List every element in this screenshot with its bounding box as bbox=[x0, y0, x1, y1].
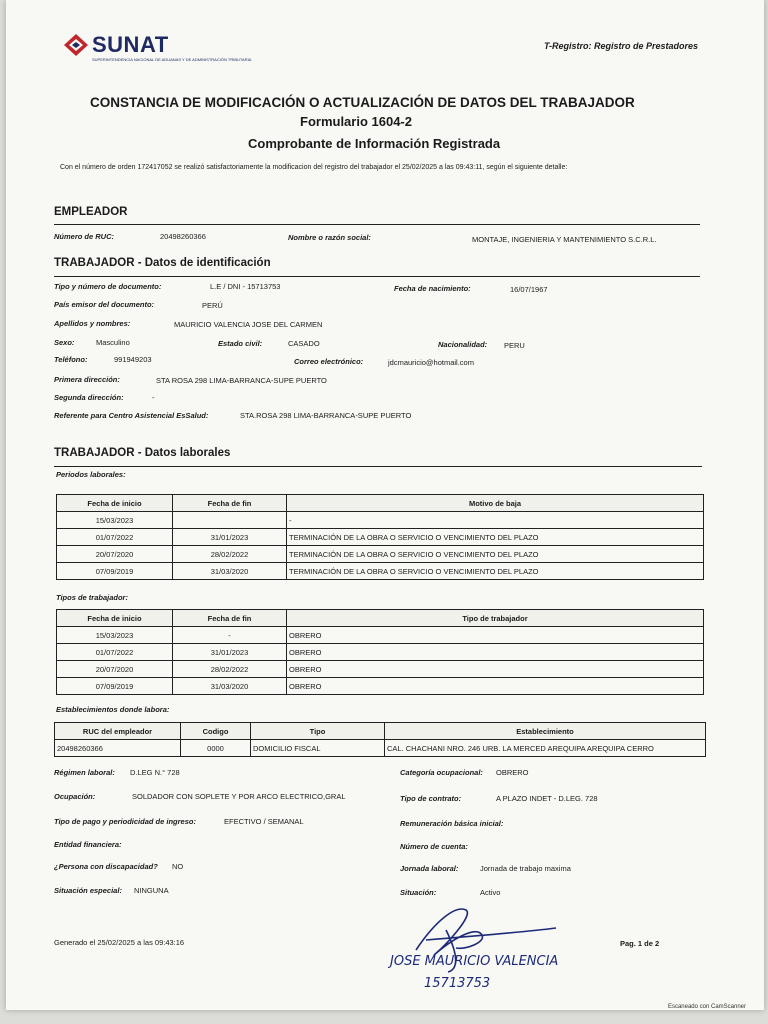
table-cell: 15/03/2023 bbox=[57, 627, 173, 644]
discapacidad-value: NO bbox=[172, 862, 184, 871]
discapacidad-label: ¿Persona con discapacidad? bbox=[54, 862, 158, 871]
essalud-label: Referente para Centro Asistencial EsSalud: bbox=[54, 411, 209, 420]
table-row bbox=[57, 512, 704, 529]
table-cell: OBRERO bbox=[287, 661, 704, 678]
cuenta-label: Número de cuenta: bbox=[400, 842, 468, 851]
column-header: Codigo bbox=[181, 723, 251, 740]
document-page bbox=[6, 0, 764, 1010]
table-cell: OBRERO bbox=[287, 644, 704, 661]
column-header: Fecha de fin bbox=[173, 610, 287, 627]
ocupacion-value: SOLDADOR CON SOPLETE Y POR ARCO ELECTRICO,GRAL bbox=[132, 792, 346, 801]
table-cell: 20498260366 bbox=[55, 740, 181, 757]
pago-label: Tipo de pago y periodicidad de ingreso: bbox=[54, 817, 196, 826]
sexo-label: Sexo: bbox=[54, 338, 75, 347]
periodos-table bbox=[56, 494, 704, 580]
sunat-logo bbox=[62, 30, 252, 66]
generated-timestamp: Generado el 25/02/2025 a las 09:43:16 bbox=[54, 938, 185, 947]
correo-label: Correo electrónico: bbox=[294, 357, 364, 366]
table-cell: TERMINACIÓN DE LA OBRA O SERVICIO O VENCIMIENTO DEL PLAZO bbox=[287, 529, 704, 546]
situacion-label: Situación: bbox=[400, 888, 437, 897]
telefono-value: 991949203 bbox=[114, 355, 152, 364]
signature-doc-number: 15713753 bbox=[424, 976, 491, 991]
contrato-label: Tipo de contrato: bbox=[400, 794, 462, 803]
scanner-watermark: Escaneado con CamScanner bbox=[667, 1004, 746, 1010]
form-number: Formulario 1604-2 bbox=[300, 114, 412, 129]
direccion1-value: STA ROSA 298 LIMA-BARRANCA-SUPE PUERTO bbox=[156, 376, 327, 385]
situacion-especial-label: Situación especial: bbox=[54, 886, 122, 895]
establecimientos-table bbox=[54, 722, 706, 757]
establecimientos-label: Establecimientos donde labora: bbox=[56, 705, 170, 714]
regimen-value: D.LEG N.° 728 bbox=[130, 768, 180, 777]
ruc-value: 20498260366 bbox=[160, 232, 206, 241]
table-cell: 28/02/2022 bbox=[173, 661, 287, 678]
nacionalidad-value: PERU bbox=[504, 341, 525, 350]
table-row bbox=[57, 627, 704, 644]
document-subtitle: Comprobante de Información Registrada bbox=[248, 136, 501, 151]
table-cell: 28/02/2022 bbox=[173, 546, 287, 563]
table-cell: DOMICILIO FISCAL bbox=[251, 740, 385, 757]
table-cell: 31/03/2020 bbox=[173, 563, 287, 580]
tipos-label: Tipos de trabajador: bbox=[56, 593, 128, 602]
table-row bbox=[57, 678, 704, 695]
column-header: Establecimiento bbox=[385, 723, 706, 740]
fecha-nac-value: 16/07/1967 bbox=[510, 285, 548, 294]
section-laborales: TRABAJADOR - Datos laborales bbox=[54, 447, 231, 459]
ruc-label: Número de RUC: bbox=[54, 232, 115, 241]
logo-subtitle: SUPERINTENDENCIA NACIONAL DE ADUANAS Y DE ADMINISTRACIÓN TRIBUTARIA bbox=[92, 57, 252, 62]
table-cell: OBRERO bbox=[287, 678, 704, 695]
correo-value: jdcmauricio@hotmail.com bbox=[388, 358, 474, 367]
categoria-value: OBRERO bbox=[496, 768, 529, 777]
essalud-value: STA.ROSA 298 LIMA-BARRANCA-SUPE PUERTO bbox=[240, 411, 412, 420]
page-number: Pag. 1 de 2 bbox=[620, 939, 660, 948]
table-cell: 07/09/2019 bbox=[57, 678, 173, 695]
table-cell: 15/03/2023 bbox=[57, 512, 173, 529]
table-cell: 20/07/2020 bbox=[57, 546, 173, 563]
divider bbox=[54, 466, 702, 467]
entidad-label: Entidad financiera: bbox=[54, 840, 122, 849]
table-row bbox=[57, 563, 704, 580]
tipos-table bbox=[56, 609, 704, 695]
section-empleador: EMPLEADOR bbox=[54, 206, 128, 218]
column-header: RUC del empleador bbox=[55, 723, 181, 740]
categoria-label: Categoría ocupacional: bbox=[400, 768, 483, 777]
intro-text: Con el número de orden 172417052 se realizó satisfactoriamente la modificacion del registro del trabajador el 25/02/2025 a las 09:43:11, según el siguiente detalle: bbox=[60, 164, 568, 171]
table-cell: 31/03/2020 bbox=[173, 678, 287, 695]
jornada-label: Jornada laboral: bbox=[400, 864, 459, 873]
pais-value: PERÚ bbox=[202, 301, 223, 310]
direccion2-value: - bbox=[152, 393, 155, 402]
nombres-value: MAURICIO VALENCIA JOSE DEL CARMEN bbox=[174, 320, 323, 329]
table-row bbox=[57, 644, 704, 661]
sexo-value: Masculino bbox=[96, 338, 130, 347]
direccion2-label: Segunda dirección: bbox=[54, 393, 124, 402]
header-registro: T-Registro: Registro de Prestadores bbox=[543, 41, 698, 51]
razon-social-value: MONTAJE, INGENIERIA Y MANTENIMIENTO S.C.R.L. bbox=[472, 235, 657, 244]
table-row bbox=[55, 740, 706, 757]
table-cell: 01/07/2022 bbox=[57, 529, 173, 546]
table-cell: 07/09/2019 bbox=[57, 563, 173, 580]
divider bbox=[54, 276, 700, 277]
estado-civil-value: CASADO bbox=[288, 339, 320, 348]
column-header: Motivo de baja bbox=[287, 495, 704, 512]
table-cell: 0000 bbox=[181, 740, 251, 757]
regimen-label: Régimen laboral: bbox=[54, 768, 115, 777]
estado-civil-label: Estado civil: bbox=[218, 339, 263, 348]
table-row bbox=[57, 529, 704, 546]
nombres-label: Apellidos y nombres: bbox=[54, 319, 131, 328]
table-header-row bbox=[57, 495, 704, 512]
table-header-row bbox=[55, 723, 706, 740]
ocupacion-label: Ocupación: bbox=[54, 792, 96, 801]
column-header: Fecha de inicio bbox=[57, 610, 173, 627]
remuneracion-label: Remuneración básica inicial: bbox=[400, 819, 504, 828]
tipo-doc-label: Tipo y número de documento: bbox=[54, 282, 162, 291]
table-row bbox=[57, 546, 704, 563]
signature-scribble bbox=[386, 900, 606, 1000]
section-identificacion: TRABAJADOR - Datos de identificación bbox=[54, 257, 271, 269]
table-cell: TERMINACIÓN DE LA OBRA O SERVICIO O VENCIMIENTO DEL PLAZO bbox=[287, 563, 704, 580]
table-cell: - bbox=[287, 512, 704, 529]
divider bbox=[54, 224, 700, 225]
document-title: CONSTANCIA DE MODIFICACIÓN O ACTUALIZACIÓN DE DATOS DEL TRABAJADOR bbox=[90, 95, 635, 110]
periodos-label: Periodos laborales: bbox=[56, 470, 126, 479]
column-header: Tipo de trabajador bbox=[287, 610, 704, 627]
table-row bbox=[57, 661, 704, 678]
table-cell bbox=[173, 512, 287, 529]
table-header-row bbox=[57, 610, 704, 627]
situacion-especial-value: NINGUNA bbox=[134, 886, 169, 895]
pais-label: País emisor del documento: bbox=[54, 300, 155, 309]
direccion1-label: Primera dirección: bbox=[54, 375, 120, 384]
sunat-logo-icon bbox=[62, 32, 90, 62]
nacionalidad-label: Nacionalidad: bbox=[438, 340, 488, 349]
jornada-value: Jornada de trabajo maxima bbox=[480, 864, 571, 873]
column-header: Fecha de inicio bbox=[57, 495, 173, 512]
table-cell: 01/07/2022 bbox=[57, 644, 173, 661]
telefono-label: Teléfono: bbox=[54, 355, 88, 364]
table-cell: 20/07/2020 bbox=[57, 661, 173, 678]
column-header: Fecha de fin bbox=[173, 495, 287, 512]
table-cell: 31/01/2023 bbox=[173, 529, 287, 546]
table-cell: CAL. CHACHANI NRO. 246 URB. LA MERCED AREQUIPA AREQUIPA CERRO bbox=[385, 740, 706, 757]
razon-social-label: Nombre o razón social: bbox=[288, 233, 371, 242]
fecha-nac-label: Fecha de nacimiento: bbox=[394, 284, 471, 293]
table-cell: TERMINACIÓN DE LA OBRA O SERVICIO O VENCIMIENTO DEL PLAZO bbox=[287, 546, 704, 563]
situacion-value: Activo bbox=[480, 888, 501, 897]
table-cell: - bbox=[173, 627, 287, 644]
handwritten-signature bbox=[386, 900, 606, 1000]
contrato-value: A PLAZO INDET - D.LEG. 728 bbox=[496, 794, 598, 803]
logo-text: SUNAT bbox=[92, 32, 169, 57]
table-cell: OBRERO bbox=[287, 627, 704, 644]
tipo-doc-value: L.E / DNI - 15713753 bbox=[210, 282, 281, 291]
column-header: Tipo bbox=[251, 723, 385, 740]
signature-name: JOSE MAURICIO VALENCIA bbox=[390, 954, 559, 969]
pago-value: EFECTIVO / SEMANAL bbox=[224, 817, 304, 826]
table-cell: 31/01/2023 bbox=[173, 644, 287, 661]
